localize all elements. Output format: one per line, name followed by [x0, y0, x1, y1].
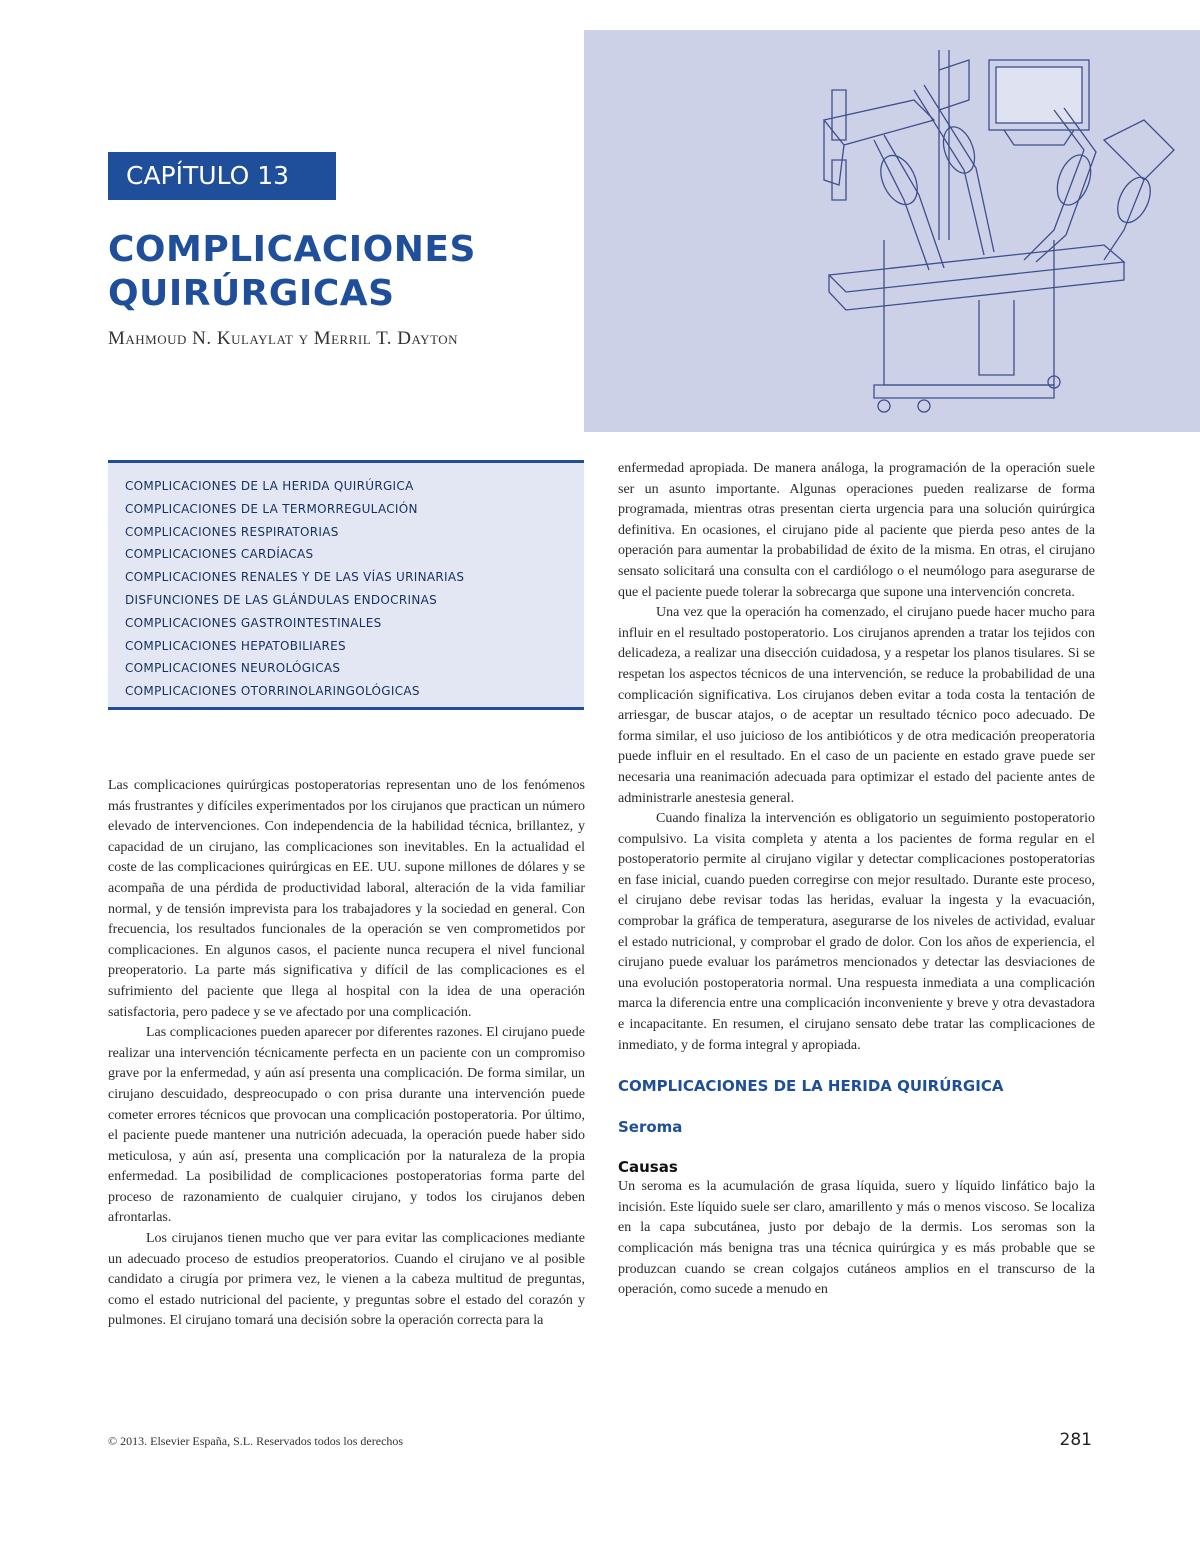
body-column-left	[108, 776, 585, 1332]
body-paragraph: Una vez que la operación ha comenzado, el cirujano puede hacer mucho para influir en el resultado postoperatorio. Los cirujanos aprenden a tratar los tejidos con delicadeza, a realizar una disección cuidadosa, y a respetar los planos tisulares. Si se respetan los aspectos técnicos de una intervención, se reduce la probabilidad de una complicación significativa. Los cirujanos deben evitar a toda costa la tentación de arriesgar, de buscar atajos, o de aceptar un resultado técnico poco adecuado. De forma similar, el uso juicioso de los antibióticos y de otra medicación preoperatoria puede influir en el resultado. En el caso de un paciente en estado grave puede ser necesaria una reanimación adecuada para optimizar el estado del paciente antes de administrarle anestesia general.	[618, 605, 1095, 806]
chapter-title-line-2: QUIRÚRGICAS	[108, 273, 395, 314]
toc-item: COMPLICACIONES NEUROLÓGICAS	[125, 661, 341, 676]
body-paragraph: enfermedad apropiada. De manera análoga, la programación de la operación suele ser un asunto importante. Algunas operaciones pueden realizarse de forma programada, mientras otras presentan cierta urgencia para una solución quirúrgica definitiva. En ocasiones, el cirujano pide al paciente que pierda peso antes de la operación para aumentar la probabilidad de éxito de la misma. En otras, el cirujano sensato solicitará una consulta con el cardiólogo o el neumólogo para asegurarse de que el paciente puede tolerar la sobrecarga que supone una intervención concreta.	[618, 461, 1095, 600]
chapter-title	[108, 228, 476, 316]
body-paragraph: Las complicaciones pueden aparecer por diferentes razones. El cirujano puede realizar una intervención técnicamente perfecta en un paciente con un compromiso grave por la enfermedad, y aún así presenta una complicación. De forma similar, un cirujano descuidado, despreocupado o con prisa durante una intervención puede cometer errores técnicos que provocan una complicación postoperatoria. Por último, el paciente puede mantener una nutrición adecuada, la operación puede haber sido meticulosa, y aún así, presenta una complicación por la naturaleza de la propia enfermedad. La posibilidad de complicaciones postoperatorias forma parte del proceso de razonamiento de cualquier cirujano, y todos los cirujanos deben afrontarlas.	[108, 1025, 585, 1226]
chapter-authors: Mahmoud N. Kulaylat y Merril T. Dayton	[108, 328, 459, 349]
chapter-number-label: CAPÍTULO 13	[108, 152, 336, 200]
chapter-title-line-1: COMPLICACIONES	[108, 229, 476, 270]
toc-item: COMPLICACIONES RESPIRATORIAS	[125, 524, 339, 539]
chapter-contents-box	[108, 460, 584, 710]
toc-item: COMPLICACIONES OTORRINOLARINGOLÓGICAS	[125, 684, 420, 699]
body-paragraph: Los cirujanos tienen mucho que ver para evitar las complicaciones mediante un adecuado proceso de estudios preoperatorios. Cuando el cirujano ve al posible candidato a cirugía por primera vez, le vienen a la cabeza multitud de preguntas, como el estado nutricional del paciente, y preguntas sobre el estado del corazón y pulmones. El cirujano tomará una decisión sobre la operación correcta para la	[108, 1231, 585, 1329]
toc-item: COMPLICACIONES HEPATOBILIARES	[125, 638, 346, 653]
toc-item: COMPLICACIONES GASTROINTESTINALES	[125, 615, 382, 630]
body-paragraph: Un seroma es la acumulación de grasa líquida, suero y líquido linfático bajo la incisión. Este líquido suele ser claro, amarillento y más o menos viscoso. Se localiza en la capa subcutánea, justo por debajo de la dermis. Los seromas son la complicación más benigna tras una técnica quirúrgica y es más probable que se produzcan cuando se crean colgajos cutáneos amplios en el transcurso de la operación, como sucede a menudo en	[618, 1179, 1095, 1298]
chapter-hero-image	[584, 30, 1200, 432]
surgical-robot-illustration	[584, 30, 1200, 432]
body-column-right	[618, 459, 1095, 1301]
footer-copyright: © 2013. Elsevier España, S.L. Reservados todos los derechos	[108, 1434, 404, 1448]
toc-item: COMPLICACIONES RENALES Y DE LAS VÍAS URINARIAS	[125, 570, 465, 585]
toc-item: DISFUNCIONES DE LAS GLÁNDULAS ENDOCRINAS	[125, 592, 438, 607]
toc-item: COMPLICACIONES CARDÍACAS	[125, 547, 314, 562]
subsection-heading: Seroma	[618, 1118, 683, 1137]
body-paragraph: Cuando finaliza la intervención es obligatorio un seguimiento postoperatorio compulsivo. La visita completa y atenta a los pacientes de forma regular en el postoperatorio permite al cirujano vigilar y detectar complicaciones postoperatorias en fase inicial, cuando pueden corregirse con mejor resultado. Durante este proceso, el cirujano debe revisar todas las heridas, evaluar la ingesta y la evacuación, comprobar la gráfica de temperatura, asegurarse de los niveles de actividad, evaluar el estado nutricional, y comprobar el grado de dolor. Con los años de experiencia, el cirujano puede evaluar los parámetros mencionados y detectar las desviaciones de una evolución postoperatoria normal. Una respuesta inmediata a una complicación marca la diferencia entre una complicación inconveniente y breve y otra devastadora e incapacitante. En resumen, el cirujano sensato debe tratar las complicaciones de inmediato, y de forma integral y apropiada.	[618, 811, 1095, 1053]
body-paragraph: Las complicaciones quirúrgicas postoperatorias representan uno de los fenómenos más frustrantes y difíciles experimentados por los cirujanos que practican un número elevado de intervenciones. Con independencia de la habilidad técnica, brillantez, y capacidad de un cirujano, las complicaciones son inevitables. En la actualidad el coste de las complicaciones quirúrgicas en EE. UU. supone millones de dólares y se acompaña de una pérdida de productividad laboral, alteración de la vida familiar normal, y de tensión imprevista para los trabajadores y la sociedad en general. Con frecuencia, los resultados funcionales de la operación se ven comprometidos por complicaciones. En algunos casos, el paciente nunca recupera el nivel funcional preoperatorio. La parte más significativa y difícil de las complicaciones es el sufrimiento del paciente que llega al hospital con la idea de una operación satisfactoria, pero padece y se ve afectado por una complicación.	[108, 778, 585, 1020]
toc-item: COMPLICACIONES DE LA HERIDA QUIRÚRGICA	[125, 479, 414, 493]
minor-heading: Causas	[618, 1158, 678, 1177]
page-number: 281	[1059, 1430, 1092, 1450]
toc-item: COMPLICACIONES DE LA TERMORREGULACIÓN	[125, 501, 418, 516]
section-heading: COMPLICACIONES DE LA HERIDA QUIRÚRGICA	[618, 1077, 1004, 1096]
